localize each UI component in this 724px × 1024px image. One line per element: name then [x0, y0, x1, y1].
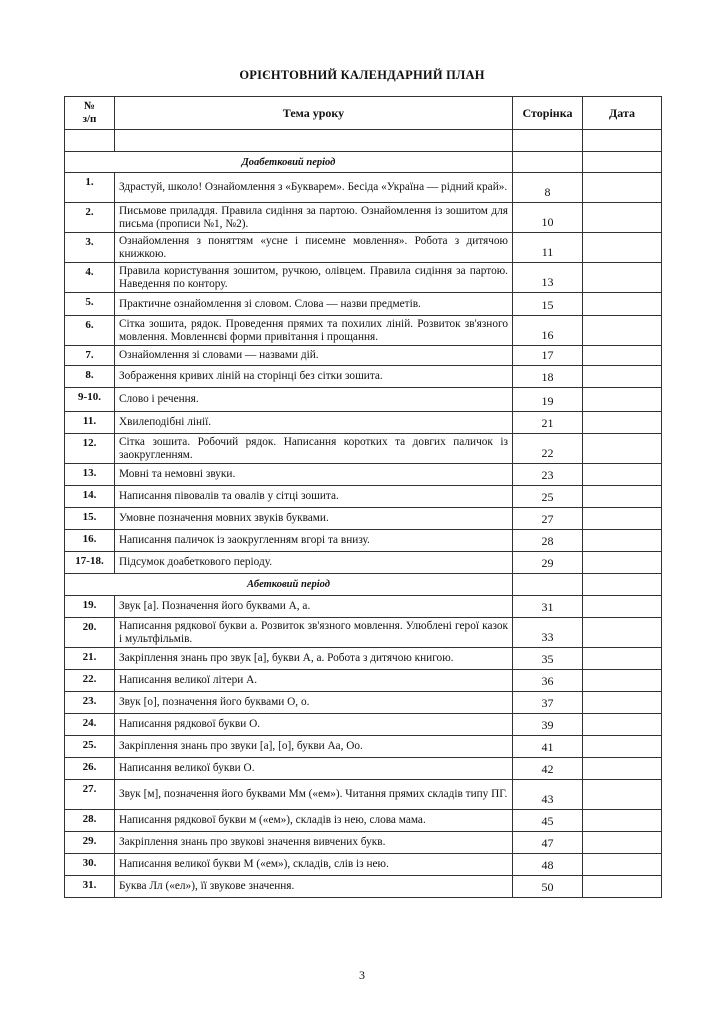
lesson-topic: Написання півовалів та овалів у сітці зошита.: [115, 486, 513, 508]
lesson-date: [583, 596, 662, 618]
table-row: [65, 596, 662, 618]
lesson-date: [583, 233, 662, 263]
lesson-page: 11: [513, 233, 583, 263]
lesson-topic: Написання рядкової букви м («ем»), складів із нею, слова мама.: [115, 810, 513, 832]
lesson-number: 17-18.: [65, 552, 115, 574]
lesson-page: 42: [513, 758, 583, 780]
lesson-page: 17: [513, 346, 583, 366]
lesson-topic: Написання великої літери А.: [115, 670, 513, 692]
lesson-page: 19: [513, 388, 583, 412]
section-empty-cell: [583, 152, 662, 173]
lesson-topic: Буква Лл («ел»), її звукове значення.: [115, 876, 513, 898]
page-number: 3: [359, 968, 365, 982]
lesson-number: 9-10.: [65, 388, 115, 412]
lesson-number: 15.: [65, 508, 115, 530]
section-label: Абетковий період: [65, 574, 513, 596]
lesson-date: [583, 758, 662, 780]
calendar-plan-table: [64, 96, 662, 898]
lesson-number: 21.: [65, 648, 115, 670]
lesson-number: 25.: [65, 736, 115, 758]
table-row: [65, 714, 662, 736]
table-row: [65, 736, 662, 758]
header-num: № з/п: [65, 97, 115, 130]
section-empty-cell: [513, 574, 583, 596]
lesson-date: [583, 692, 662, 714]
lesson-page: 33: [513, 618, 583, 648]
lesson-number: 24.: [65, 714, 115, 736]
lesson-number: 26.: [65, 758, 115, 780]
lesson-topic: Письмове приладдя. Правила сидіння за партою. Ознайомлення із зошитом для письма (прописи №1, №2).: [115, 203, 513, 233]
lesson-number: 13.: [65, 464, 115, 486]
lesson-topic: Правила користування зошитом, ручкою, олівцем. Правила сидіння за партою. Наведення по контору.: [115, 263, 513, 293]
lesson-page: 10: [513, 203, 583, 233]
lesson-topic: Закріплення знань про звук [а], букви А, а. Робота з дитячою книгою.: [115, 648, 513, 670]
lesson-number: 22.: [65, 670, 115, 692]
lesson-date: [583, 714, 662, 736]
lesson-date: [583, 670, 662, 692]
lesson-page: 31: [513, 596, 583, 618]
lesson-topic: Написання великої букви О.: [115, 758, 513, 780]
lesson-topic: Мовні та немовні звуки.: [115, 464, 513, 486]
lesson-number: 27.: [65, 780, 115, 810]
header-page: Сторінка: [513, 97, 583, 130]
lesson-number: 3.: [65, 233, 115, 263]
lesson-date: [583, 552, 662, 574]
section-row: [65, 152, 662, 173]
lesson-date: [583, 388, 662, 412]
lesson-topic: Хвилеподібні лінії.: [115, 412, 513, 434]
lesson-number: 29.: [65, 832, 115, 854]
blank-cell: [65, 130, 115, 152]
table-body: [65, 130, 662, 898]
lesson-date: [583, 618, 662, 648]
table-row: [65, 692, 662, 714]
lesson-number: 7.: [65, 346, 115, 366]
lesson-date: [583, 486, 662, 508]
lesson-topic: Написання великої букви М («ем»), складів, слів із нею.: [115, 854, 513, 876]
table-row: [65, 203, 662, 233]
lesson-topic: Ознайомлення зі словами — назвами дій.: [115, 346, 513, 366]
lesson-date: [583, 854, 662, 876]
lesson-number: 28.: [65, 810, 115, 832]
table-row: [65, 346, 662, 366]
lesson-topic: Підсумок доабеткового періоду.: [115, 552, 513, 574]
table-row: [65, 486, 662, 508]
blank-row: [65, 130, 662, 152]
table-row: [65, 508, 662, 530]
lesson-topic: Написання паличок із заокругленням вгорі та внизу.: [115, 530, 513, 552]
section-empty-cell: [583, 574, 662, 596]
lesson-page: 29: [513, 552, 583, 574]
lesson-page: 45: [513, 810, 583, 832]
lesson-page: 35: [513, 648, 583, 670]
lesson-number: 11.: [65, 412, 115, 434]
lesson-page: 36: [513, 670, 583, 692]
lesson-topic: Написання рядкової букви а. Розвиток зв'язного мовлення. Улюблені герої казок і мультфільмів.: [115, 618, 513, 648]
table-row: [65, 366, 662, 388]
lesson-number: 5.: [65, 293, 115, 316]
lesson-page: 39: [513, 714, 583, 736]
table-row: [65, 810, 662, 832]
lesson-page: 43: [513, 780, 583, 810]
lesson-date: [583, 346, 662, 366]
lesson-topic: Ознайомлення з поняттям «усне і писемне мовлення». Робота з дитячою книжкою.: [115, 233, 513, 263]
table-row: [65, 173, 662, 203]
lesson-page: 27: [513, 508, 583, 530]
lesson-date: [583, 530, 662, 552]
lesson-page: 23: [513, 464, 583, 486]
lesson-date: [583, 293, 662, 316]
lesson-page: 13: [513, 263, 583, 293]
lesson-page: 37: [513, 692, 583, 714]
table-row: [65, 552, 662, 574]
table-row: [65, 648, 662, 670]
lesson-number: 6.: [65, 316, 115, 346]
lesson-page: 21: [513, 412, 583, 434]
table-row: [65, 832, 662, 854]
table-row: [65, 263, 662, 293]
lesson-date: [583, 736, 662, 758]
lesson-date: [583, 173, 662, 203]
lesson-topic: Сітка зошита. Робочий рядок. Написання коротких та довгих паличок із заокругленням.: [115, 434, 513, 464]
lesson-date: [583, 203, 662, 233]
lesson-number: 30.: [65, 854, 115, 876]
table-row: [65, 530, 662, 552]
lesson-topic: Звук [а]. Позначення його буквами А, а.: [115, 596, 513, 618]
lesson-number: 20.: [65, 618, 115, 648]
table-row: [65, 876, 662, 898]
lesson-page: 22: [513, 434, 583, 464]
table-row: [65, 316, 662, 346]
lesson-topic: Звук [о], позначення його буквами О, о.: [115, 692, 513, 714]
lesson-page: 48: [513, 854, 583, 876]
lesson-topic: Здрастуй, школо! Ознайомлення з «Букварем». Бесіда «Україна — рідний край».: [115, 173, 513, 203]
table-row: [65, 670, 662, 692]
lesson-page: 16: [513, 316, 583, 346]
lesson-topic: Написання рядкової букви О.: [115, 714, 513, 736]
lesson-topic: Умовне позначення мовних звуків буквами.: [115, 508, 513, 530]
lesson-number: 14.: [65, 486, 115, 508]
lesson-topic: Закріплення знань про звуки [а], [о], букви Аа, Оо.: [115, 736, 513, 758]
header-topic: Тема уроку: [115, 97, 513, 130]
table-header-row: [65, 97, 662, 130]
lesson-number: 8.: [65, 366, 115, 388]
lesson-topic: Слово і речення.: [115, 388, 513, 412]
lesson-date: [583, 366, 662, 388]
table-row: [65, 854, 662, 876]
lesson-date: [583, 508, 662, 530]
lesson-number: 23.: [65, 692, 115, 714]
lesson-date: [583, 810, 662, 832]
lesson-date: [583, 648, 662, 670]
lesson-date: [583, 832, 662, 854]
lesson-number: 4.: [65, 263, 115, 293]
table-row: [65, 780, 662, 810]
section-empty-cell: [513, 152, 583, 173]
lesson-topic: Закріплення знань про звукові значення вивчених букв.: [115, 832, 513, 854]
lesson-page: 18: [513, 366, 583, 388]
lesson-date: [583, 434, 662, 464]
lesson-date: [583, 876, 662, 898]
table-row: [65, 293, 662, 316]
lesson-page: 50: [513, 876, 583, 898]
lesson-page: 25: [513, 486, 583, 508]
table-row: [65, 434, 662, 464]
lesson-date: [583, 780, 662, 810]
lesson-topic: Звук [м], позначення його буквами Мм («ем»). Читання прямих складів типу ПГ.: [115, 780, 513, 810]
lesson-date: [583, 412, 662, 434]
table-row: [65, 233, 662, 263]
lesson-topic: Сітка зошита, рядок. Проведення прямих та похилих ліній. Розвиток зв'язного мовлення. Мовленнєві форми привітання і прощання.: [115, 316, 513, 346]
lesson-number: 31.: [65, 876, 115, 898]
lesson-page: 8: [513, 173, 583, 203]
lesson-date: [583, 316, 662, 346]
table-row: [65, 758, 662, 780]
lesson-number: 12.: [65, 434, 115, 464]
table-row: [65, 412, 662, 434]
lesson-page: 47: [513, 832, 583, 854]
lesson-number: 16.: [65, 530, 115, 552]
lesson-number: 2.: [65, 203, 115, 233]
section-row: [65, 574, 662, 596]
header-date: Дата: [583, 97, 662, 130]
lesson-number: 1.: [65, 173, 115, 203]
lesson-topic: Практичне ознайомлення зі словом. Слова — назви предметів.: [115, 293, 513, 316]
lesson-page: 41: [513, 736, 583, 758]
section-label: Доабетковий період: [65, 152, 513, 173]
blank-cell: [513, 130, 583, 152]
lesson-topic: Зображення кривих ліній на сторінці без сітки зошита.: [115, 366, 513, 388]
blank-cell: [583, 130, 662, 152]
document-title: ОРІЄНТОВНИЙ КАЛЕНДАРНИЙ ПЛАН: [239, 68, 485, 82]
lesson-page: 15: [513, 293, 583, 316]
table-row: [65, 464, 662, 486]
lesson-number: 19.: [65, 596, 115, 618]
lesson-date: [583, 263, 662, 293]
blank-cell: [115, 130, 513, 152]
lesson-page: 28: [513, 530, 583, 552]
table-row: [65, 388, 662, 412]
lesson-date: [583, 464, 662, 486]
table-row: [65, 618, 662, 648]
